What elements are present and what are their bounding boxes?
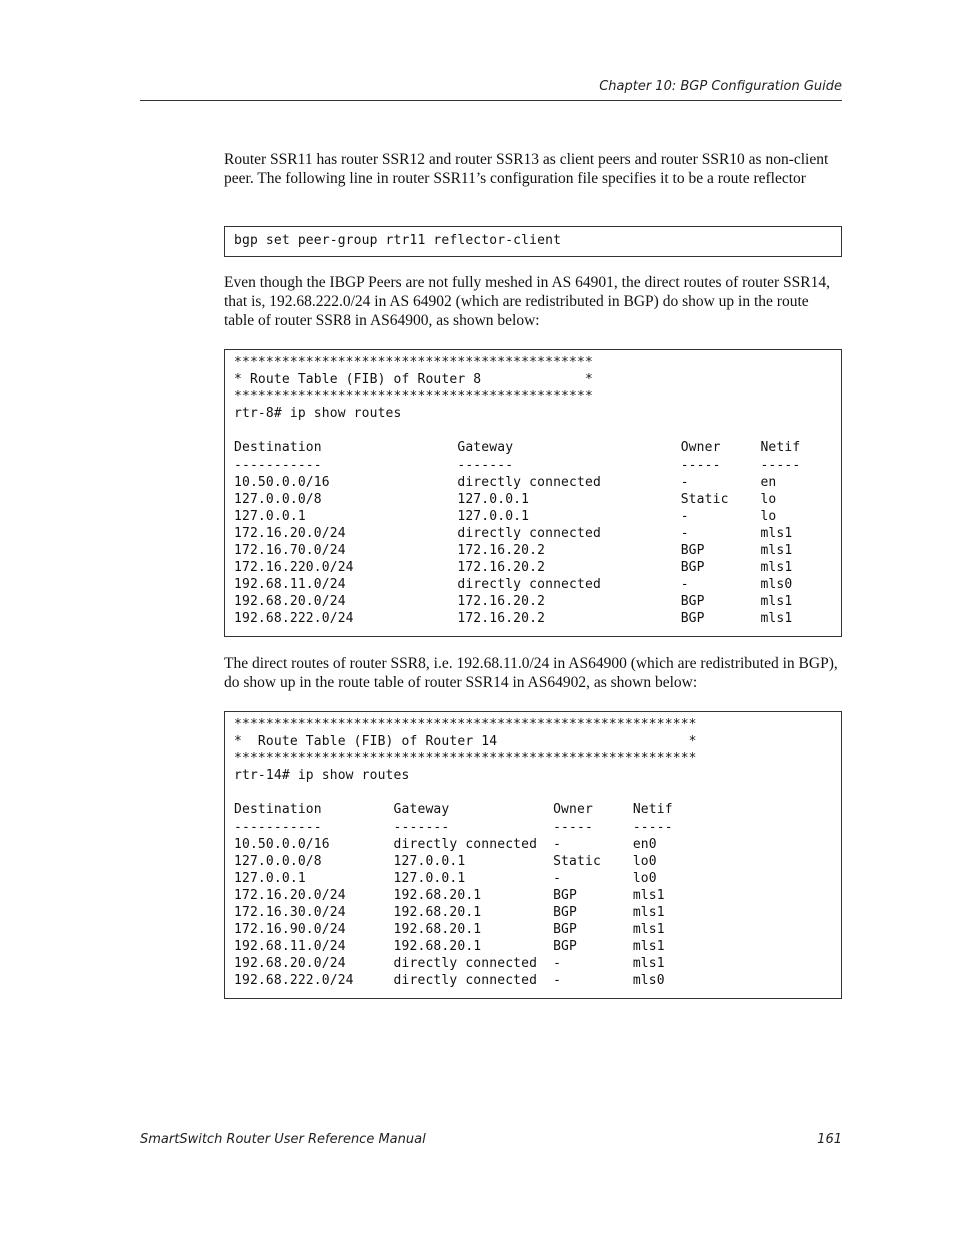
code-block-router-8-routes xyxy=(224,349,842,637)
paragraph-direct-routes-ssr8: The direct routes of router SSR8, i.e. 192.68.11.0/24 in AS64900 (which are redistributed in BGP), do show up in the route table of router SSR14 in AS64902, as shown below: xyxy=(224,655,838,691)
paragraph-route-reflector: Router SSR11 has router SSR12 and router SSR13 as client peers and router SSR10 as non-client peer. The following line in router SSR11’s configuration file specifies it to be a route reflector xyxy=(224,151,829,187)
code-block-router-14-routes xyxy=(224,711,842,999)
footer-manual-title: SmartSwitch Router User Reference Manual xyxy=(140,1132,426,1147)
code-block-peer-group xyxy=(224,226,842,257)
code-peer-group-text: bgp set peer-group rtr11 reflector-client xyxy=(234,233,562,248)
code-router-14-routes-text: ********************************************************** * Route Table (FIB) of Router 14 * ********************************************************** rtr-14# ip show routes Destination Gateway Owner Netif ----------- ------- ----- ----- 10.50.0.0/16 directly connected - en0 127.0.0.0/8 127.0.0.1 Static lo0 127.0.0.1 127.0.0.1 - lo0 172.16.20.0/24 192.68.20.1 BGP mls1 172.16.30.0/24 192.68.20.1 BGP mls1 172.16.90.0/24 192.68.20.1 BGP mls1 192.68.11.0/24 192.68.20.1 BGP mls1 192.68.20.0/24 directly connected - mls1 192.68.222.0/24 directly connected - mls0 xyxy=(234,717,697,989)
page-number: 161 xyxy=(817,1132,842,1147)
running-header: Chapter 10: BGP Configuration Guide xyxy=(599,79,842,94)
header-divider xyxy=(140,100,842,101)
paragraph-ibgp-peers: Even though the IBGP Peers are not fully meshed in AS 64901, the direct routes of router SSR14, that is, 192.68.222.0/24 in AS 64902 (which are redistributed in BGP) do show up in the route table of router SSR8 in AS64900, as shown below: xyxy=(224,274,830,329)
code-router-8-routes-text: ********************************************* * Route Table (FIB) of Router 8 * ********************************************* rtr-8# ip show routes Destination Gateway Owner Netif ----------- ------- ----- ----- 10.50.0.0/16 directly connected - en 127.0.0.0/8 127.0.0.1 Static lo 127.0.0.1 127.0.0.1 - lo 172.16.20.0/24 directly connected - mls1 172.16.70.0/24 172.16.20.2 BGP mls1 172.16.220.0/24 172.16.20.2 BGP mls1 192.68.11.0/24 directly connected - mls0 192.68.20.0/24 172.16.20.2 BGP mls1 192.68.222.0/24 172.16.20.2 BGP mls1 xyxy=(234,355,801,627)
